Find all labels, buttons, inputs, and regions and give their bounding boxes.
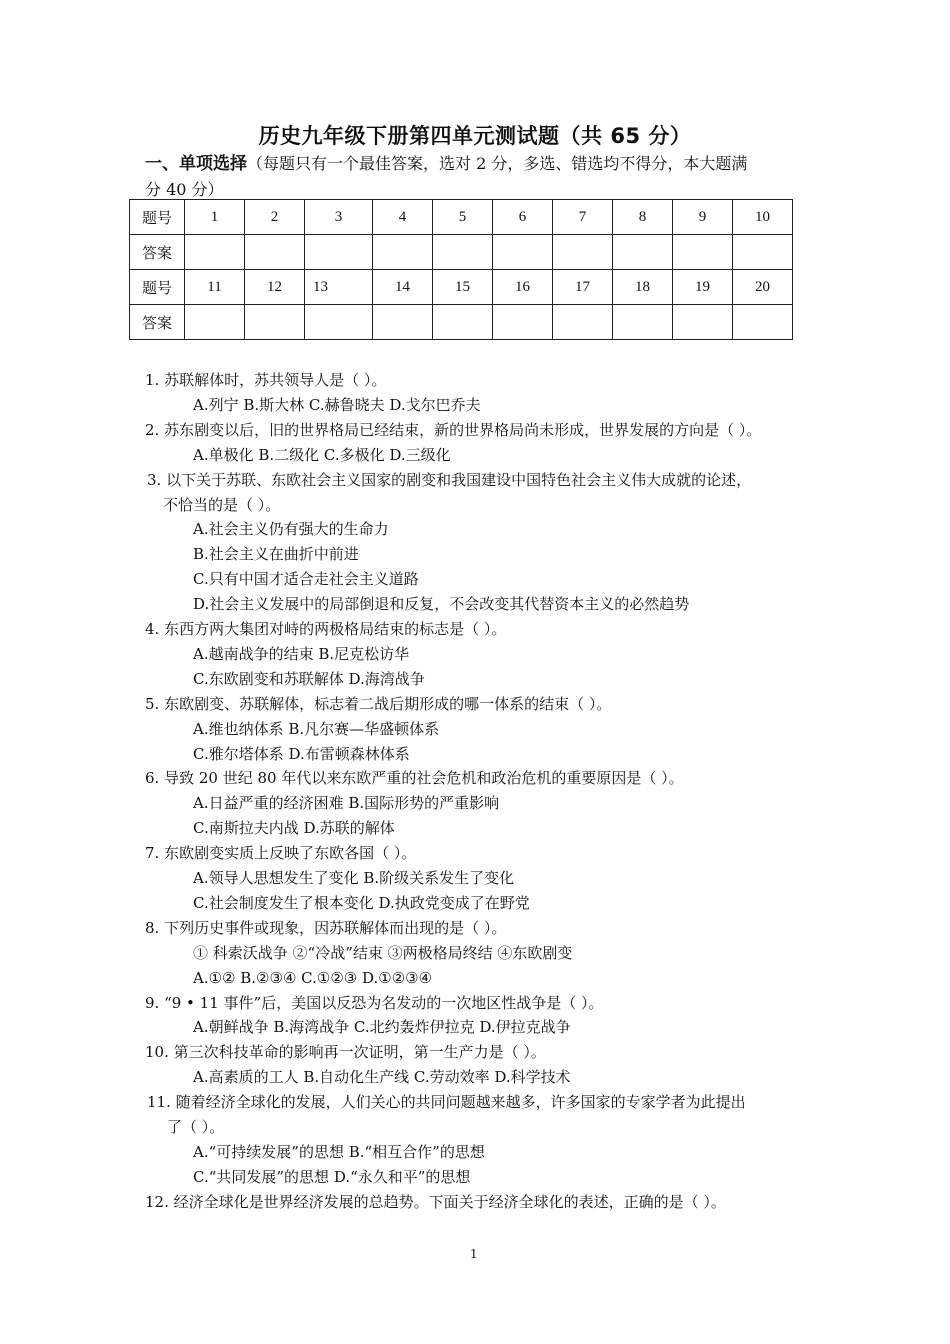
question-number-cell: 4 <box>373 200 433 235</box>
question-stem: 10. 第三次科技革命的影响再一次证明，第一生产力是（ ）。 <box>145 1043 546 1061</box>
question-number-cell: 2 <box>245 200 305 235</box>
question-options: A.日益严重的经济困难 B.国际形势的严重影响 <box>193 794 500 812</box>
question-option: B.社会主义在曲折中前进 <box>193 545 359 563</box>
question-option: C.只有中国才适合走社会主义道路 <box>193 570 419 588</box>
answer-table-row-answers-2 <box>130 305 793 340</box>
answer-cell[interactable] <box>373 305 433 340</box>
question-stem: 6. 导致 20 世纪 80 年代以来东欧严重的社会危机和政治危机的重要原因是（ ）。 <box>145 769 684 787</box>
answer-cell[interactable] <box>613 235 673 270</box>
question-number-cell: 6 <box>493 200 553 235</box>
answer-cell[interactable] <box>185 235 245 270</box>
question-options: A.列宁 B.斯大林 C.赫鲁晓夫 D.戈尔巴乔夫 <box>193 396 481 414</box>
question-stem: 9. “9 • 11 事件”后，美国以反恐为名发动的一次地区性战争是（ ）。 <box>145 994 604 1012</box>
answer-cell[interactable] <box>553 305 613 340</box>
question-options: A.高素质的工人 B.自动化生产线 C.劳动效率 D.科学技术 <box>193 1068 571 1086</box>
question-stem: 3. 以下关于苏联、东欧社会主义国家的剧变和我国建设中国特色社会主义伟大成就的论述， <box>147 471 752 489</box>
answer-cell[interactable] <box>613 305 673 340</box>
question-number-cell: 15 <box>433 270 493 305</box>
question-option: A.社会主义仍有强大的生命力 <box>193 520 389 538</box>
question-option: D.社会主义发展中的局部倒退和反复，不会改变其代替资本主义的必然趋势 <box>193 595 690 613</box>
question-stem: 12. 经济全球化是世界经济发展的总趋势。下面关于经济全球化的表述，正确的是（ ）。 <box>145 1193 726 1211</box>
answer-cell[interactable] <box>733 235 793 270</box>
question-number-cell: 1 <box>185 200 245 235</box>
answer-cell[interactable] <box>433 305 493 340</box>
answer-cell[interactable] <box>185 305 245 340</box>
answer-cell[interactable] <box>733 305 793 340</box>
question-number-cell: 20 <box>733 270 793 305</box>
answer-cell[interactable] <box>493 305 553 340</box>
question-number-cell: 13 <box>305 270 373 305</box>
question-number-cell: 12 <box>245 270 305 305</box>
question-options: C.“共同发展”的思想 D.“永久和平”的思想 <box>193 1168 471 1186</box>
question-stem-continued: 不恰当的是（ ）。 <box>163 496 281 514</box>
answer-cell[interactable] <box>245 305 305 340</box>
question-stem: 1. 苏联解体时，苏共领导人是（ ）。 <box>145 371 387 389</box>
question-options: A.越南战争的结束 B.尼克松访华 <box>193 645 410 663</box>
question-options: A.①② B.②③④ C.①②③ D.①②③④ <box>193 969 433 987</box>
section-note-line1: （每题只有一个最佳答案，选对 2 分，多选、错选均不得分，本大题满 <box>247 154 748 173</box>
question-number-cell: 8 <box>613 200 673 235</box>
question-stem-continued: 了（ ）。 <box>167 1118 225 1136</box>
section-heading <box>145 151 825 202</box>
page-number: 1 <box>470 1247 478 1261</box>
section-label: 一、单项选择 <box>145 154 247 174</box>
answer-table-row-numbers-1 <box>130 200 793 235</box>
answer-cell[interactable] <box>245 235 305 270</box>
question-options: A.单极化 B.二级化 C.多极化 D.三级化 <box>193 446 451 464</box>
question-options: A.“可持续发展”的思想 B.“相互合作”的思想 <box>193 1143 485 1161</box>
section-note-line2: 分 40 分） <box>145 180 224 199</box>
question-stem: 8. 下列历史事件或现象，因苏联解体而出现的是（ ）。 <box>145 919 507 937</box>
question-stem: 7. 东欧剧变实质上反映了东欧各国（ ）。 <box>145 844 417 862</box>
label-answer: 答案 <box>130 235 185 270</box>
question-number-cell: 11 <box>185 270 245 305</box>
question-number-cell: 18 <box>613 270 673 305</box>
question-number-cell: 16 <box>493 270 553 305</box>
page-title: 历史九年级下册第四单元测试题（共 65 分） <box>258 124 692 148</box>
question-options: A.朝鲜战争 B.海湾战争 C.北约轰炸伊拉克 D.伊拉克战争 <box>193 1018 571 1036</box>
answer-cell[interactable] <box>305 305 373 340</box>
question-options: A.维也纳体系 B.凡尔赛—华盛顿体系 <box>193 720 440 738</box>
answer-cell[interactable] <box>673 235 733 270</box>
question-number-cell: 9 <box>673 200 733 235</box>
question-stem: 2. 苏东剧变以后，旧的世界格局已经结束，新的世界格局尚未形成，世界发展的方向是（ ）。 <box>145 421 762 439</box>
question-options: C.东欧剧变和苏联解体 D.海湾战争 <box>193 670 425 688</box>
answer-table-row-numbers-2 <box>130 270 793 305</box>
question-number-cell: 5 <box>433 200 493 235</box>
answer-cell[interactable] <box>373 235 433 270</box>
question-options: A.领导人思想发生了变化 B.阶级关系发生了变化 <box>193 869 515 887</box>
label-question-number: 题号 <box>130 200 185 235</box>
question-number-cell: 17 <box>553 270 613 305</box>
question-number-cell: 3 <box>305 200 373 235</box>
question-options: ① 科索沃战争 ②“冷战”结束 ③两极格局终结 ④东欧剧变 <box>193 944 573 962</box>
label-question-number: 题号 <box>130 270 185 305</box>
question-options: C.社会制度发生了根本变化 D.执政党变成了在野党 <box>193 894 530 912</box>
question-options: C.南斯拉夫内战 D.苏联的解体 <box>193 819 395 837</box>
answer-cell[interactable] <box>433 235 493 270</box>
question-number-cell: 7 <box>553 200 613 235</box>
answer-cell[interactable] <box>553 235 613 270</box>
question-number-cell: 19 <box>673 270 733 305</box>
label-answer: 答案 <box>130 305 185 340</box>
answer-table-row-answers-1 <box>130 235 793 270</box>
question-options: C.雅尔塔体系 D.布雷顿森林体系 <box>193 745 410 763</box>
answer-cell[interactable] <box>493 235 553 270</box>
question-stem: 5. 东欧剧变、苏联解体，标志着二战后期形成的哪一体系的结束（ ）。 <box>145 695 612 713</box>
question-stem: 4. 东西方两大集团对峙的两极格局结束的标志是（ ）。 <box>145 620 507 638</box>
answer-table <box>129 199 793 340</box>
question-number-cell: 14 <box>373 270 433 305</box>
answer-cell[interactable] <box>305 235 373 270</box>
question-number-cell: 10 <box>733 200 793 235</box>
answer-cell[interactable] <box>673 305 733 340</box>
question-stem: 11. 随着经济全球化的发展，人们关心的共同问题越来越多，许多国家的专家学者为此提出 <box>147 1093 746 1111</box>
